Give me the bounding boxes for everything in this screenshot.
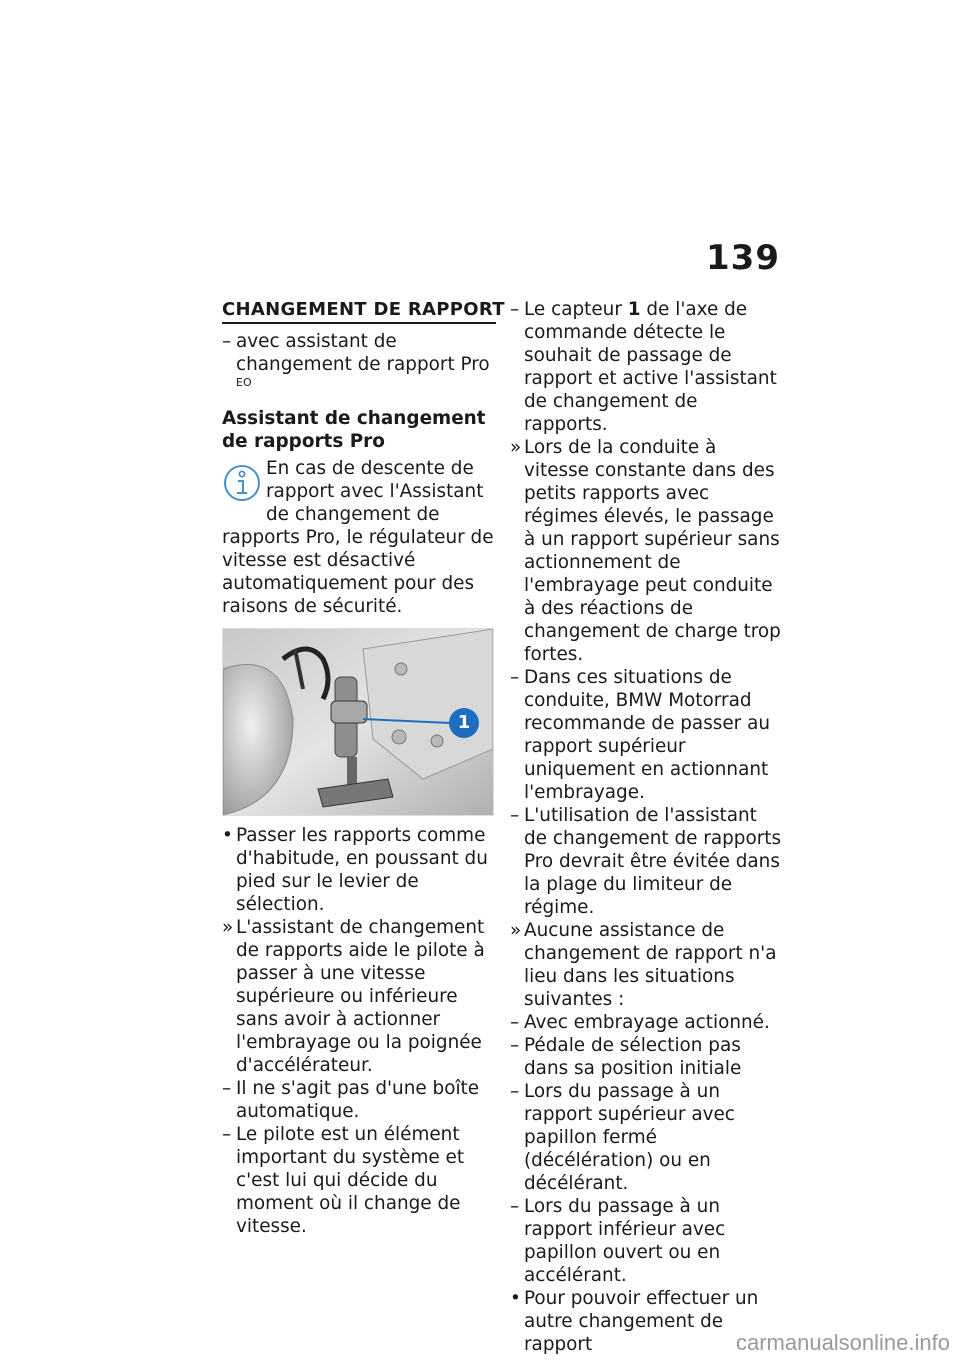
intro-item <box>222 330 496 399</box>
item-text: Lors du passage à un rapport inférieur avec papillon ouvert ou en accélérant. <box>524 1196 726 1286</box>
item-text-pre: Le capteur <box>524 299 628 320</box>
info-note <box>222 457 496 618</box>
list-item <box>222 916 496 1077</box>
dash-marker: – <box>222 1124 232 1145</box>
option-superscript: EO <box>236 375 252 389</box>
dash-marker: – <box>510 805 520 826</box>
dash-marker: – <box>510 1012 520 1033</box>
section-title: CHANGEMENT DE RAPPORT <box>222 298 496 324</box>
list-item <box>510 666 782 804</box>
list-item <box>222 1077 496 1123</box>
list-item <box>222 824 496 916</box>
list-item <box>510 298 782 436</box>
callout-1: 1 <box>449 708 479 738</box>
subheading: Assistant de changement de rapports Pro <box>222 408 486 452</box>
list-item <box>510 1080 782 1195</box>
item-text-post: de l'axe de commande détecte le souhait de passage de rapport et active l'assistant de changement de rapports. <box>524 299 777 435</box>
list-item <box>510 1034 782 1080</box>
bullet-marker: • <box>510 1288 521 1309</box>
item-text: Le pilote est un élément important du système et c'est lui qui décide du moment où il change de vitesse. <box>236 1124 465 1237</box>
list-item <box>510 1195 782 1287</box>
intro-text: avec assistant de changement de rapport Pro <box>236 331 490 375</box>
list-item <box>222 1123 496 1238</box>
item-text: Pour pouvoir effectuer un autre changement de rapport <box>524 1288 759 1355</box>
item-text: Avec embrayage actionné. <box>524 1012 770 1033</box>
engine-figure <box>222 628 494 816</box>
list-item <box>510 1011 782 1034</box>
dash-marker: – <box>510 1081 520 1102</box>
item-text: L'utilisation de l'assistant de changement de rapports Pro devrait être évitée dans la plage du limiteur de régime. <box>524 805 782 918</box>
item-text: Passer les rapports comme d'habitude, en poussant du pied sur le levier de sélection. <box>236 825 488 915</box>
right-column <box>510 298 782 1356</box>
item-text: Aucune assistance de changement de rapport n'a lieu dans les situations suivantes : <box>524 920 777 1010</box>
page-number: 139 <box>706 238 780 278</box>
watermark: carmanualsonline.info <box>735 1330 950 1355</box>
item-text: Pédale de sélection pas dans sa position initiale <box>524 1035 742 1079</box>
dash-marker: – <box>222 1078 232 1099</box>
result-marker: » <box>222 917 234 938</box>
left-column <box>222 298 505 1238</box>
list-item <box>510 919 782 1011</box>
bullet-marker: • <box>222 825 233 846</box>
dash-marker: – <box>222 331 232 352</box>
result-marker: » <box>510 920 522 941</box>
dash-marker: – <box>510 299 520 320</box>
item-text: Lors du passage à un rapport supérieur avec papillon fermé (décélération) ou en décélérant. <box>524 1081 735 1194</box>
item-text: Lors de la conduite à vitesse constante dans des petits rapports avec régimes élevés, le passage à un rapport supérieur sans actionnement de l'embrayage peut conduite à des réactions de changement de charge trop fortes. <box>524 437 781 665</box>
item-text: L'assistant de changement de rapports aide le pilote à passer à une vitesse supérieure ou inférieure sans avoir à actionner l'embrayage ou la poignée d'accélérateur. <box>236 917 485 1076</box>
dash-marker: – <box>510 667 520 688</box>
info-text: En cas de descente de rapport avec l'Assistant de changement de rapports Pro, le régulateur de vitesse est désactivé automatiquement pour des raisons de sécurité. <box>222 458 494 617</box>
list-item <box>510 804 782 919</box>
dash-marker: – <box>510 1196 520 1217</box>
item-text: Il ne s'agit pas d'une boîte automatique. <box>236 1078 480 1122</box>
sensor-reference: 1 <box>627 299 641 320</box>
result-marker: » <box>510 437 522 458</box>
item-text: Dans ces situations de conduite, BMW Motorrad recommande de passer au rapport supérieur uniquement en actionnant l'embrayage. <box>524 667 771 803</box>
info-icon <box>222 461 262 505</box>
list-item <box>510 436 782 666</box>
dash-marker: – <box>510 1035 520 1056</box>
